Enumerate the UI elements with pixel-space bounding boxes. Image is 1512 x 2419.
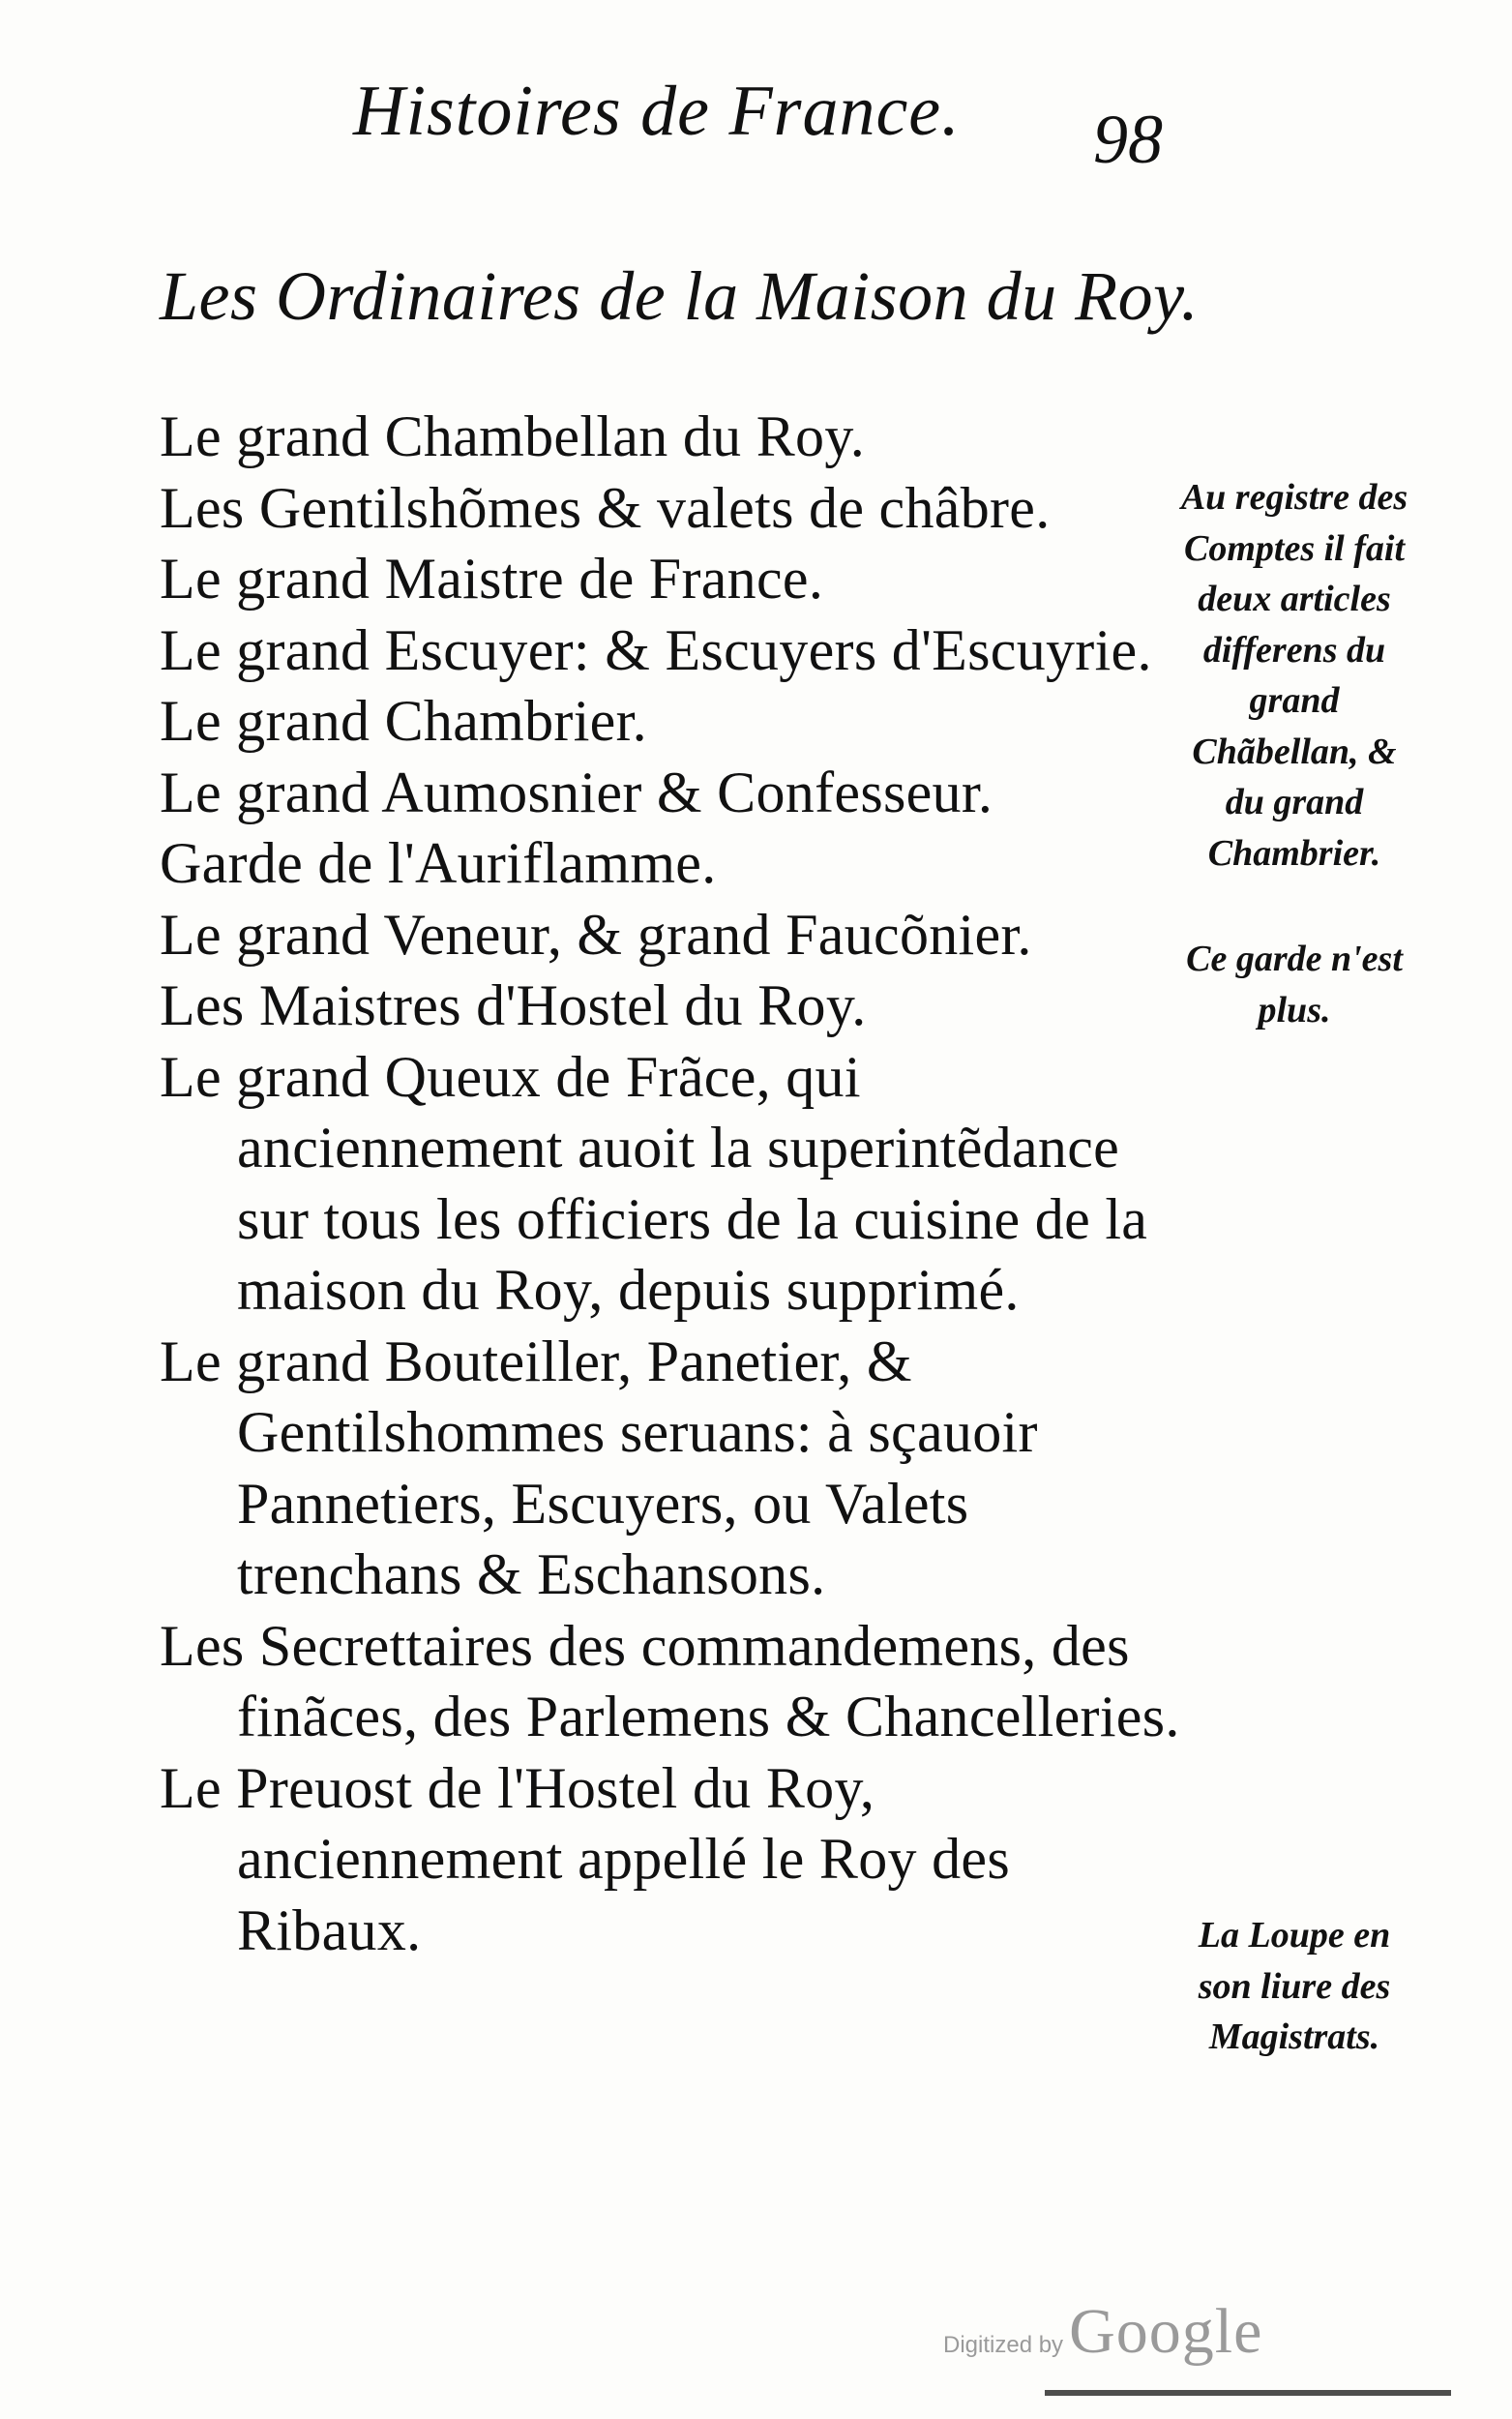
entry-secrettaires: Les Secrettaires des commandemens, des finãces, des Parlemens & Chancelleries. xyxy=(160,1613,1180,1748)
entry-grand-queux: Le grand Queux de Frãce, qui anciennement auoit la superintẽdance sur tous les officiers de la cuisine de la maison du Roy, depuis supprimé. xyxy=(160,1044,1148,1322)
entry-preuost-hostel: Le Preuost de l'Hostel du Roy, anciennement appellé le Roy des Ribaux. xyxy=(160,1755,1010,1962)
entry-maistres-hostel: Les Maistres d'Hostel du Roy. xyxy=(160,973,867,1037)
entry-grand-veneur: Le grand Veneur, & grand Faucõnier. xyxy=(160,902,1032,967)
entry-list xyxy=(160,402,1185,1966)
margin-note-registre: Au registre des Comptes il fait deux articles differens du grand Chãbellan, & du grand Chambrier. xyxy=(1180,477,1408,874)
watermark-prefix: Digitized by xyxy=(943,2332,1064,2358)
entry-grand-aumosnier: Le grand Aumosnier & Confesseur. xyxy=(160,760,993,824)
page-number: 98 xyxy=(1093,101,1163,178)
margin-note-garde: Ce garde n'est plus. xyxy=(1186,939,1403,1030)
section-heading: Les Ordinaires de la Maison du Roy. xyxy=(160,257,1200,335)
entry-gentilshommes: Les Gentilshõmes & valets de châbre. xyxy=(160,475,1051,540)
bottom-edge-mark xyxy=(1045,2390,1451,2396)
entry-grand-escuyer: Le grand Escuyer: & Escuyers d'Escuyrie. xyxy=(160,617,1152,682)
running-title: Histoires de France. xyxy=(353,72,961,151)
entry-grand-maistre: Le grand Maistre de France. xyxy=(160,547,824,611)
entry-grand-chambellan: Le grand Chambellan du Roy. xyxy=(160,404,866,468)
digitized-watermark xyxy=(943,2295,1262,2369)
entry-garde-auriflamme: Garde de l'Auriflamme. xyxy=(160,831,717,895)
google-logo: Google xyxy=(1069,2296,1263,2367)
entry-grand-chambrier: Le grand Chambrier. xyxy=(160,689,647,753)
entry-grand-bouteiller: Le grand Bouteiller, Panetier, & Gentilshommes seruans: à sçauoir Pannetiers, Escuyers, ou Valets trenchans & Eschansons. xyxy=(160,1329,1038,1606)
margin-note-la-loupe: La Loupe en son liure des Magistrats. xyxy=(1198,1915,1391,2057)
